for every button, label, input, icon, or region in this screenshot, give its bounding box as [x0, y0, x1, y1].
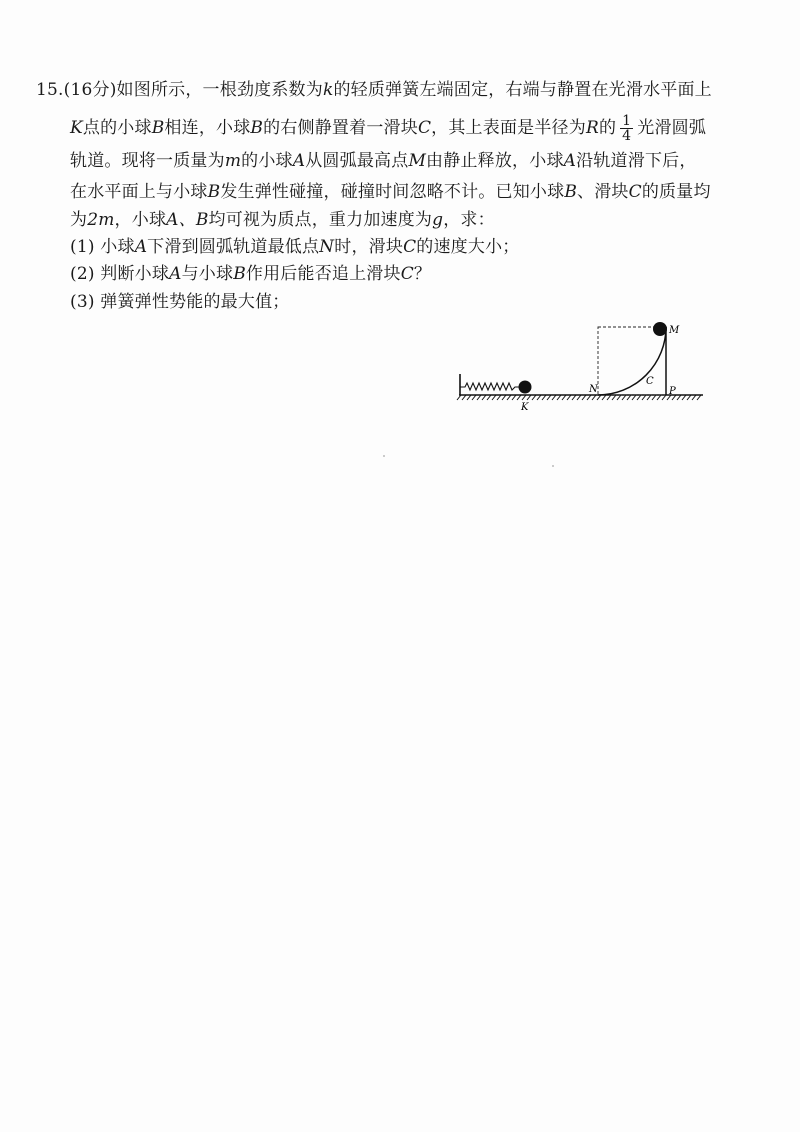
symbol-A-B: A、B [166, 210, 209, 230]
text-segment: 轨道。现将一质量为 [70, 151, 225, 171]
symbol-M: M [408, 151, 427, 171]
fraction-one-quarter [620, 114, 633, 143]
symbol-B: B [564, 182, 578, 202]
label-c: C [646, 376, 654, 387]
text-segment: 沿轨道滑下后， [576, 151, 697, 171]
symbol-2m: 2m [87, 210, 115, 230]
symbol-K: K [70, 118, 83, 138]
label-n: N [589, 384, 598, 395]
text-segment: ，求： [443, 210, 495, 230]
symbol-k: k [322, 80, 334, 100]
symbol-m: m [224, 151, 242, 171]
arc-track [598, 327, 666, 395]
symbol-A: A [292, 151, 306, 171]
question-line-2 [70, 114, 706, 143]
text-segment: 的右侧静置着一滑块 [263, 118, 418, 138]
text-segment: 的 [598, 118, 617, 138]
scan-speck [383, 455, 385, 457]
text-segment: 从圆弧最高点 [305, 151, 409, 171]
text-segment: ，其上表面是半径为 [431, 118, 586, 138]
text-segment: 点的小球 [82, 118, 152, 138]
question-number: 15. [36, 80, 64, 100]
ball-b [519, 381, 532, 394]
symbol-A: A [134, 237, 148, 257]
text-segment: 如图所示，一根劲度系数为 [116, 80, 323, 100]
symbol-g: g [432, 210, 444, 230]
sub-question-1 [70, 237, 519, 257]
text-segment: 、滑块 [577, 182, 629, 202]
symbol-A: A [563, 151, 577, 171]
scan-speck [552, 465, 554, 467]
label-m: M [669, 325, 680, 336]
symbol-C: C [628, 182, 642, 202]
text-segment: 相连，小球 [164, 118, 251, 138]
symbol-B: B [233, 264, 246, 284]
text-segment: ？ [413, 264, 432, 284]
diagram-svg [455, 318, 710, 418]
text-segment: 在水平面上与小球 [70, 182, 208, 202]
text-segment: ，小球 [114, 210, 167, 230]
question-score: (16分) [63, 80, 117, 100]
symbol-R: R [585, 118, 599, 138]
symbol-A: A [169, 264, 182, 284]
text-segment: 均可视为质点，重力加速度为 [208, 210, 433, 230]
text-segment: 光滑圆弧 [637, 118, 707, 138]
symbol-B: B [207, 182, 221, 202]
label-k: K [521, 402, 529, 413]
text-segment: 的轻质弹簧左端固定，右端与静置在光滑水平面上 [333, 80, 712, 100]
spring [460, 383, 521, 390]
question-line-5 [70, 210, 495, 230]
symbol-B: B [151, 118, 165, 138]
text-segment: 的小球 [241, 151, 293, 171]
fraction-denominator: 4 [622, 128, 632, 144]
text-segment: 由静止释放，小球 [426, 151, 564, 171]
question-line-1 [36, 80, 712, 100]
text-segment: 为 [70, 210, 88, 230]
physics-diagram [455, 318, 710, 418]
text-segment: (1) 小球 [70, 237, 135, 257]
text-segment: (3) 弹簧弹性势能的最大值； [70, 292, 290, 312]
symbol-B: B [250, 118, 264, 138]
label-p: P [669, 386, 676, 397]
text-segment: 的质量均 [641, 182, 711, 202]
text-segment: 与小球 [181, 264, 234, 284]
symbol-N: N [319, 237, 335, 257]
question-line-3 [70, 151, 697, 171]
text-segment: 时，滑块 [334, 237, 404, 257]
dashed-radius-box [598, 327, 666, 395]
ball-a [653, 322, 667, 336]
symbol-C: C [403, 237, 417, 257]
fraction-numerator: 1 [622, 113, 632, 129]
text-segment: 发生弹性碰撞，碰撞时间忽略不计。已知小球 [220, 182, 565, 202]
text-segment: 的速度大小； [416, 237, 520, 257]
question-line-4 [70, 182, 711, 202]
symbol-C: C [417, 118, 432, 138]
text-segment: 作用后能否追上滑块 [245, 264, 401, 284]
text-segment: 下滑到圆弧轨道最低点 [147, 237, 320, 257]
text-segment: (2) 判断小球 [70, 264, 170, 284]
symbol-C: C [400, 264, 414, 284]
sub-question-3 [70, 292, 289, 312]
sub-question-2 [70, 264, 431, 284]
